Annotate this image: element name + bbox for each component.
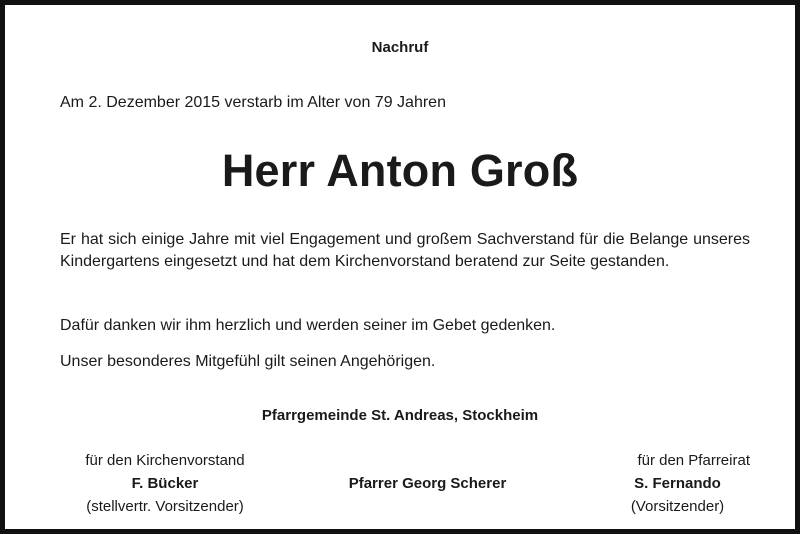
signatory-left [60,449,270,518]
signatory-left-name: F. Bücker [131,475,199,492]
signatory-right-name: S. Fernando [634,475,721,492]
organization-name: Pfarrgemeinde St. Andreas, Stockheim [261,407,539,424]
tribute-paragraph: Er hat sich einige Jahre mit viel Engagement und großem Sachverstand für die Belange unseres Kindergartens eingesetzt und hat dem Kirchenvorstand beratend zur Seite gestanden. [60,231,750,270]
signatory-right-role: für den Pfarreirat [637,452,750,469]
deceased-name: Herr Anton Groß [221,145,579,196]
signatory-left-role: für den Kirchenvorstand [85,452,245,469]
notice-heading: Nachruf [371,39,429,56]
intro-line: Am 2. Dezember 2015 verstarb im Alter von 79 Jahren [60,94,446,111]
signatory-center-name: Pfarrer Georg Scherer [348,475,507,492]
thanks-paragraph: Dafür danken wir ihm herzlich und werden seiner im Gebet gedenken. [60,317,556,334]
signatory-right-note: (Vorsitzender) [630,498,725,515]
signatory-right [585,449,750,518]
signatory-left-note: (stellvertr. Vorsitzender) [86,498,244,515]
condolence-paragraph: Unser besonderes Mitgefühl gilt seinen Angehörigen. [60,353,436,370]
signatory-center [305,472,550,495]
